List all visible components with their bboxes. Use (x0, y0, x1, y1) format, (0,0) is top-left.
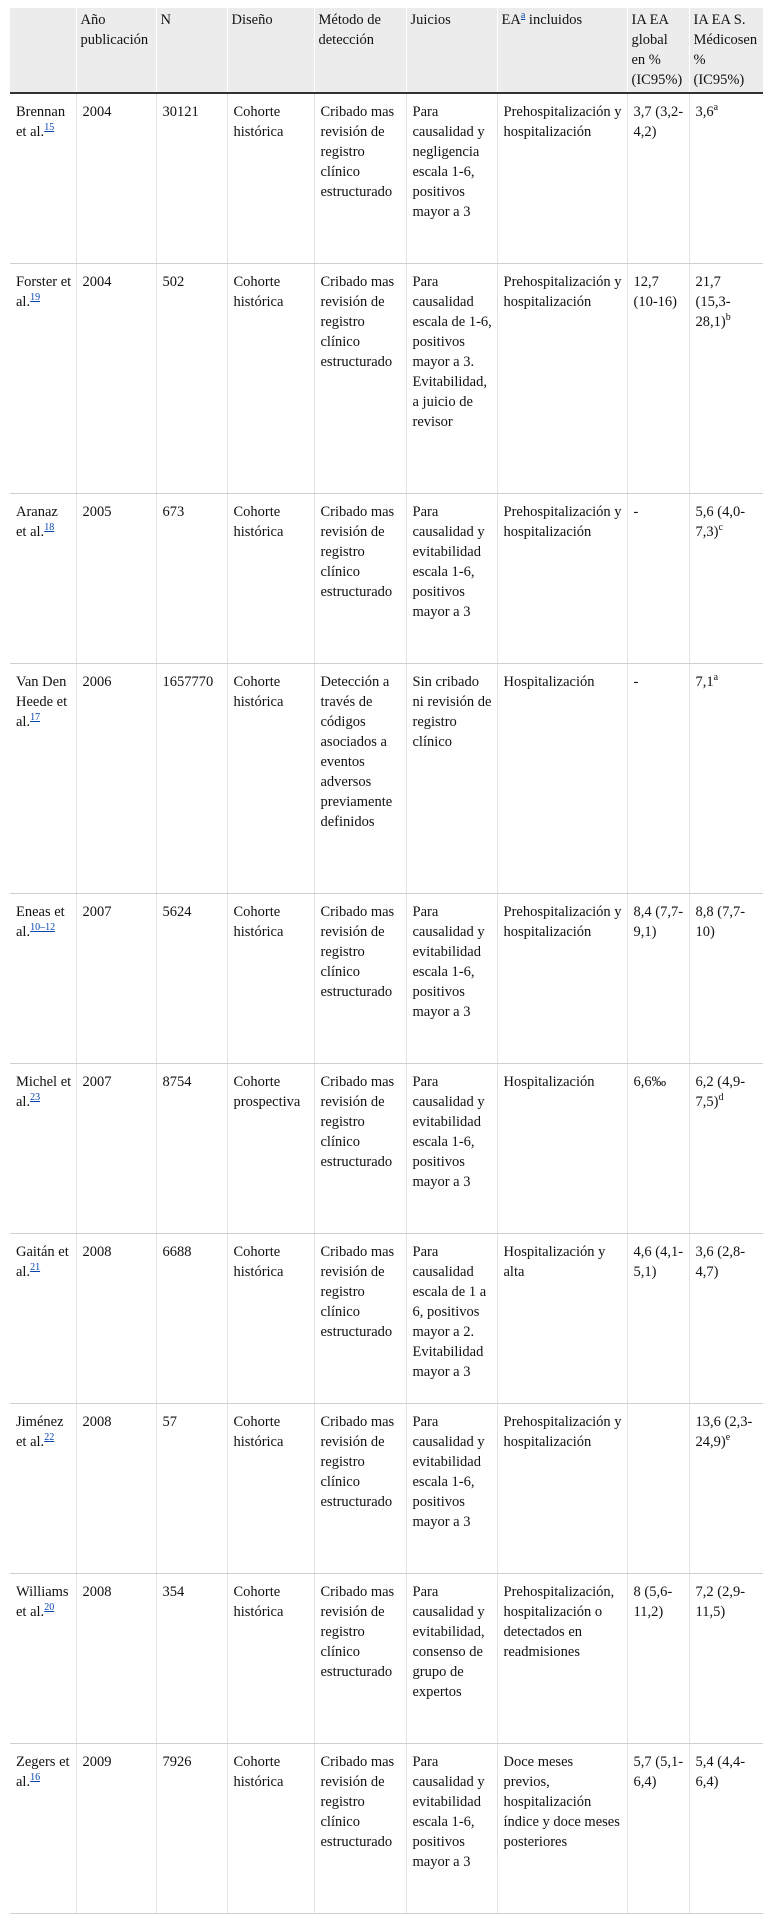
cell-ia-global (627, 1403, 689, 1573)
cell-n: 7926 (156, 1743, 227, 1913)
ia-sm-footnote: e (725, 1431, 731, 1443)
cell-metodo: Cribado mas revisión de registro clínico estructurado (314, 1403, 406, 1573)
cell-ea: Hospitalización (497, 1063, 627, 1233)
cell-ia-global: 8 (5,6-11,2) (627, 1573, 689, 1743)
cell-anio: 2006 (76, 663, 156, 893)
reference-link[interactable]: 16 (30, 1771, 41, 1783)
cell-ea: Prehospitalización y hospitalización (497, 493, 627, 663)
cell-ia-global: 4,6 (4,1-5,1) (627, 1233, 689, 1403)
cell-diseno: Cohorte histórica (227, 1573, 314, 1743)
ia-sm-value: 3,6 (695, 104, 714, 120)
author-name: Van Den Heede et al. (16, 673, 68, 730)
header-anio: Año publicación (76, 8, 156, 93)
reference-link[interactable]: 18 (44, 521, 55, 533)
cell-ia-sm (689, 1403, 763, 1573)
cell-ia-global: 5,7 (5,1-6,4) (627, 1743, 689, 1913)
header-juicios: Juicios (406, 8, 497, 93)
table-row (10, 1573, 763, 1743)
ia-sm-value: 5,4 (4,4-6,4) (695, 1753, 746, 1790)
cell-autor (10, 263, 76, 493)
ia-sm-value: 21,7 (15,3-28,1) (695, 273, 731, 330)
cell-metodo: Cribado mas revisión de registro clínico estructurado (314, 1573, 406, 1743)
table-row (10, 93, 763, 263)
cell-ea: Doce meses previos, hospitalización índice y doce meses posteriores (497, 1743, 627, 1913)
reference-link[interactable]: 23 (30, 1091, 41, 1103)
reference-link[interactable]: 17 (30, 711, 41, 723)
cell-ea: Hospitalización y alta (497, 1233, 627, 1403)
cell-juicios: Para causalidad escala de 1-6, positivos mayor a 3. Evitabilidad, a juicio de revisor (406, 263, 497, 493)
ia-sm-footnote: a (713, 671, 719, 683)
cell-metodo: Detección a través de códigos asociados a eventos adversos previamente definidos (314, 663, 406, 893)
cell-diseno: Cohorte histórica (227, 93, 314, 263)
header-ea (497, 8, 627, 93)
cell-metodo: Cribado mas revisión de registro clínico estructurado (314, 1743, 406, 1913)
table-row (10, 1743, 763, 1913)
cell-diseno: Cohorte histórica (227, 1403, 314, 1573)
cell-juicios: Sin cribado ni revisión de registro clínico (406, 663, 497, 893)
cell-n: 8754 (156, 1063, 227, 1233)
cell-diseno: Cohorte prospectiva (227, 1063, 314, 1233)
studies-table (10, 8, 763, 1914)
cell-ea: Prehospitalización, hospitalización o detectados en readmisiones (497, 1573, 627, 1743)
cell-n: 502 (156, 263, 227, 493)
reference-link[interactable]: 22 (44, 1431, 55, 1443)
cell-autor (10, 493, 76, 663)
author-name: Brennan et al. (16, 104, 66, 140)
cell-diseno: Cohorte histórica (227, 663, 314, 893)
author-name: Forster et al. (16, 273, 72, 310)
cell-n: 673 (156, 493, 227, 663)
header-ea-suffix: incluidos (525, 12, 583, 28)
cell-ea: Prehospitalización y hospitalización (497, 1403, 627, 1573)
reference-link[interactable]: 10–12 (30, 921, 56, 933)
table-row (10, 663, 763, 893)
header-autor (10, 8, 76, 93)
cell-ea: Prehospitalización y hospitalización (497, 93, 627, 263)
cell-juicios: Para causalidad y negligencia escala 1-6, positivos mayor a 3 (406, 93, 497, 263)
cell-ia-sm (689, 1573, 763, 1743)
header-ea-footnote-link[interactable]: a (520, 10, 526, 22)
ia-sm-footnote: d (718, 1091, 724, 1103)
cell-autor (10, 1403, 76, 1573)
cell-ea: Hospitalización (497, 663, 627, 893)
cell-metodo: Cribado mas revisión de registro clínico estructurado (314, 1063, 406, 1233)
author-name: Jiménez et al. (16, 1413, 64, 1450)
cell-diseno: Cohorte histórica (227, 893, 314, 1063)
cell-autor (10, 1573, 76, 1743)
ia-sm-value: 8,8 (7,7-10) (695, 903, 746, 940)
table-row (10, 263, 763, 493)
cell-metodo: Cribado mas revisión de registro clínico estructurado (314, 93, 406, 263)
table-row (10, 1403, 763, 1573)
cell-diseno: Cohorte histórica (227, 1743, 314, 1913)
cell-juicios: Para causalidad escala de 1 a 6, positivos mayor a 2. Evitabilidad mayor a 3 (406, 1233, 497, 1403)
cell-metodo: Cribado mas revisión de registro clínico estructurado (314, 1233, 406, 1403)
cell-anio: 2008 (76, 1233, 156, 1403)
cell-n: 5624 (156, 893, 227, 1063)
cell-ia-global: - (627, 663, 689, 893)
reference-link[interactable]: 20 (44, 1601, 55, 1613)
table-header-row (10, 8, 763, 93)
header-diseno: Diseño (227, 8, 314, 93)
cell-diseno: Cohorte histórica (227, 263, 314, 493)
author-name: Michel et al. (16, 1073, 72, 1110)
cell-diseno: Cohorte histórica (227, 493, 314, 663)
cell-autor (10, 1063, 76, 1233)
cell-n: 57 (156, 1403, 227, 1573)
cell-metodo: Cribado mas revisión de registro clínico estructurado (314, 493, 406, 663)
cell-juicios: Para causalidad y evitabilidad escala 1-6, positivos mayor a 3 (406, 493, 497, 663)
ia-sm-value: 3,6 (2,8-4,7) (695, 1243, 746, 1280)
cell-diseno: Cohorte histórica (227, 1233, 314, 1403)
cell-anio: 2007 (76, 1063, 156, 1233)
ia-sm-value: 7,2 (2,9-11,5) (695, 1583, 746, 1620)
cell-anio: 2008 (76, 1403, 156, 1573)
cell-juicios: Para causalidad y evitabilidad escala 1-6, positivos mayor a 3 (406, 893, 497, 1063)
cell-anio: 2004 (76, 93, 156, 263)
table-row (10, 493, 763, 663)
cell-anio: 2008 (76, 1573, 156, 1743)
cell-ia-sm (689, 93, 763, 263)
cell-juicios: Para causalidad y evitabilidad escala 1-6, positivos mayor a 3 (406, 1743, 497, 1913)
cell-ea: Prehospitalización y hospitalización (497, 893, 627, 1063)
cell-juicios: Para causalidad y evitabilidad escala 1-6, positivos mayor a 3 (406, 1063, 497, 1233)
header-ea-label: EA (501, 12, 521, 28)
ia-sm-footnote: b (725, 311, 731, 323)
cell-ia-sm (689, 893, 763, 1063)
author-name: Zegers et al. (16, 1753, 70, 1790)
cell-metodo: Cribado mas revisión de registro clínico estructurado (314, 893, 406, 1063)
cell-ia-global: 6,6‰ (627, 1063, 689, 1233)
cell-juicios: Para causalidad y evitabilidad escala 1-6, positivos mayor a 3 (406, 1403, 497, 1573)
reference-link[interactable]: 21 (30, 1261, 41, 1273)
reference-link[interactable]: 19 (30, 291, 41, 303)
table-row (10, 1233, 763, 1403)
table-row (10, 1063, 763, 1233)
cell-ia-global: 3,7 (3,2-4,2) (627, 93, 689, 263)
ia-sm-footnote: c (718, 521, 723, 533)
cell-n: 1657770 (156, 663, 227, 893)
table-row (10, 893, 763, 1063)
header-n: N (156, 8, 227, 93)
cell-autor (10, 93, 76, 263)
cell-anio: 2005 (76, 493, 156, 663)
cell-anio: 2004 (76, 263, 156, 493)
ia-sm-value: 5,6 (4,0-7,3) (695, 503, 746, 540)
cell-autor (10, 1743, 76, 1913)
cell-ia-sm (689, 263, 763, 493)
cell-autor (10, 893, 76, 1063)
cell-ia-global: - (627, 493, 689, 663)
cell-ia-sm (689, 663, 763, 893)
cell-anio: 2009 (76, 1743, 156, 1913)
cell-n: 354 (156, 1573, 227, 1743)
ia-sm-value: 13,6 (2,3-24,9) (695, 1413, 753, 1450)
cell-metodo: Cribado mas revisión de registro clínico estructurado (314, 263, 406, 493)
author-name: Eneas et al. (16, 903, 65, 940)
cell-ia-global: 12,7 (10-16) (627, 263, 689, 493)
author-name: Aranaz et al. (16, 503, 58, 540)
cell-ia-sm (689, 1233, 763, 1403)
header-metodo: Método de detección (314, 8, 406, 93)
author-name: Williams et al. (16, 1583, 69, 1620)
author-name: Gaitán et al. (16, 1243, 69, 1280)
cell-n: 30121 (156, 93, 227, 263)
cell-ia-global: 8,4 (7,7-9,1) (627, 893, 689, 1063)
cell-autor (10, 663, 76, 893)
reference-link[interactable]: 15 (44, 122, 55, 134)
cell-ia-sm (689, 1743, 763, 1913)
header-ia-sm: IA EA S. Médicosen % (IC95%) (689, 8, 763, 93)
cell-autor (10, 1233, 76, 1403)
cell-ia-sm (689, 493, 763, 663)
cell-n: 6688 (156, 1233, 227, 1403)
ia-sm-value: 6,2 (4,9-7,5) (695, 1073, 746, 1110)
header-ia-global: IA EA global en % (IC95%) (627, 8, 689, 93)
ia-sm-footnote: a (713, 102, 719, 114)
cell-ia-sm (689, 1063, 763, 1233)
cell-juicios: Para causalidad y evitabilidad, consenso de grupo de expertos (406, 1573, 497, 1743)
cell-ea: Prehospitalización y hospitalización (497, 263, 627, 493)
ia-sm-value: 7,1 (695, 673, 714, 690)
cell-anio: 2007 (76, 893, 156, 1063)
